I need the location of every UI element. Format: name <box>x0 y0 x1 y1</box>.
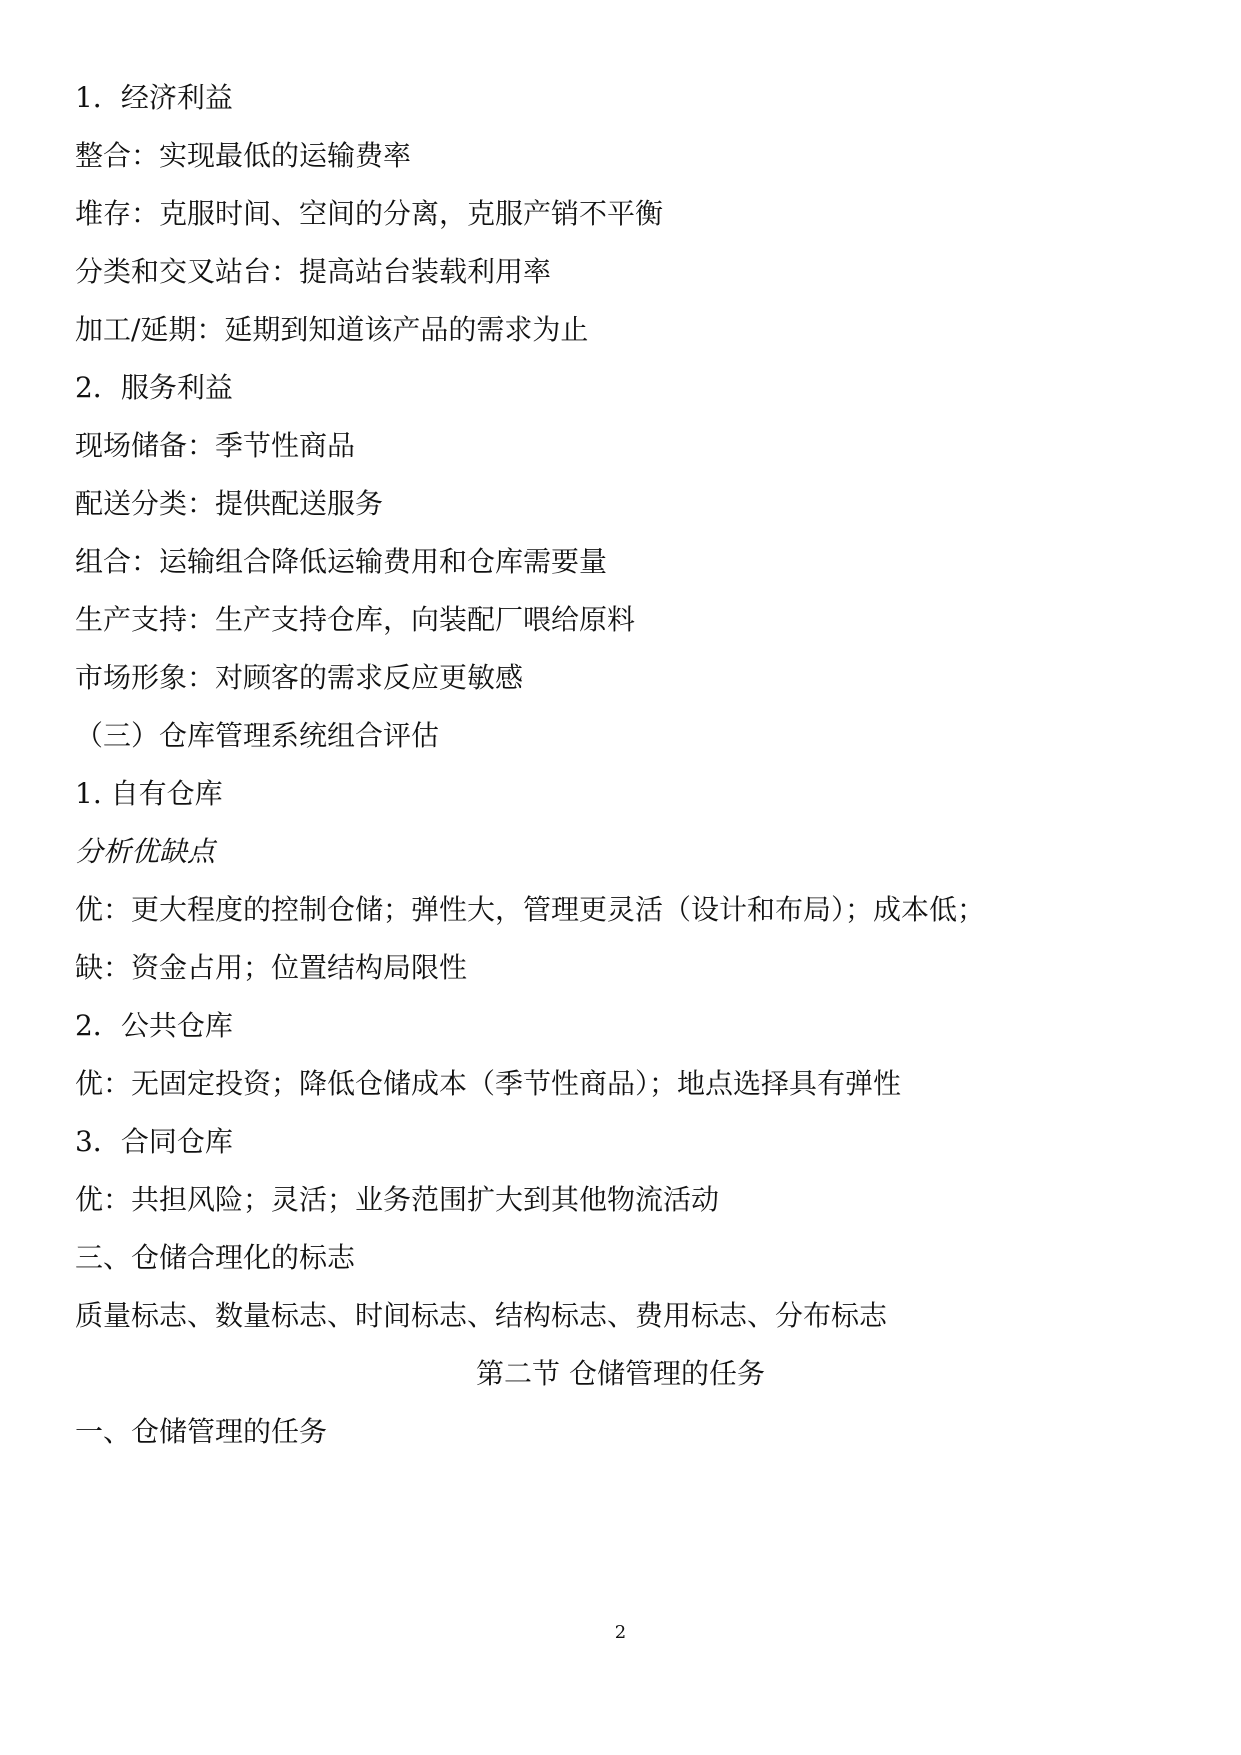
text-line: 优：共担风险；灵活；业务范围扩大到其他物流活动 <box>75 1183 720 1216</box>
text-line: 市场形象：对顾客的需求反应更敏感 <box>75 661 524 694</box>
text-line: 配送分类：提供配送服务 <box>75 487 384 520</box>
text-line: 缺：资金占用；位置结构局限性 <box>75 951 468 984</box>
text-line: 堆存：克服时间、空间的分离，克服产销不平衡 <box>75 197 664 230</box>
heading-contract-warehouse: 3．合同仓库 <box>75 1125 233 1158</box>
heading-economic-benefits: 1．经济利益 <box>75 81 233 114</box>
text-line: 整合：实现最低的运输费率 <box>75 139 412 172</box>
text-line: 组合：运输组合降低运输费用和仓库需要量 <box>75 545 608 578</box>
subsection-heading: （三）仓库管理系统组合评估 <box>75 719 440 752</box>
page-number: 2 <box>614 1622 627 1643</box>
text-line: 质量标志、数量标志、时间标志、结构标志、费用标志、分布标志 <box>75 1299 888 1332</box>
text-line: 优：更大程度的控制仓储；弹性大，管理更灵活（设计和布局）；成本低； <box>75 893 986 926</box>
heading-own-warehouse: 1. 自有仓库 <box>75 777 223 810</box>
text-line: 生产支持：生产支持仓库，向装配厂喂给原料 <box>75 603 636 636</box>
italic-note: 分析优缺点 <box>75 835 216 868</box>
text-line: 现场储备：季节性商品 <box>75 429 356 462</box>
text-line: 分类和交叉站台：提高站台装载利用率 <box>75 255 552 288</box>
chapter-section-title: 第二节 仓储管理的任务 <box>476 1357 765 1390</box>
text-line: 加工/延期：延期到知道该产品的需求为止 <box>75 313 589 346</box>
section-heading: 三、仓储合理化的标志 <box>75 1241 356 1274</box>
text-line: 优：无固定投资；降低仓储成本（季节性商品）；地点选择具有弹性 <box>75 1067 902 1100</box>
section-heading: 一、仓储管理的任务 <box>75 1415 328 1448</box>
heading-public-warehouse: 2．公共仓库 <box>75 1009 233 1042</box>
heading-service-benefits: 2．服务利益 <box>75 371 233 404</box>
